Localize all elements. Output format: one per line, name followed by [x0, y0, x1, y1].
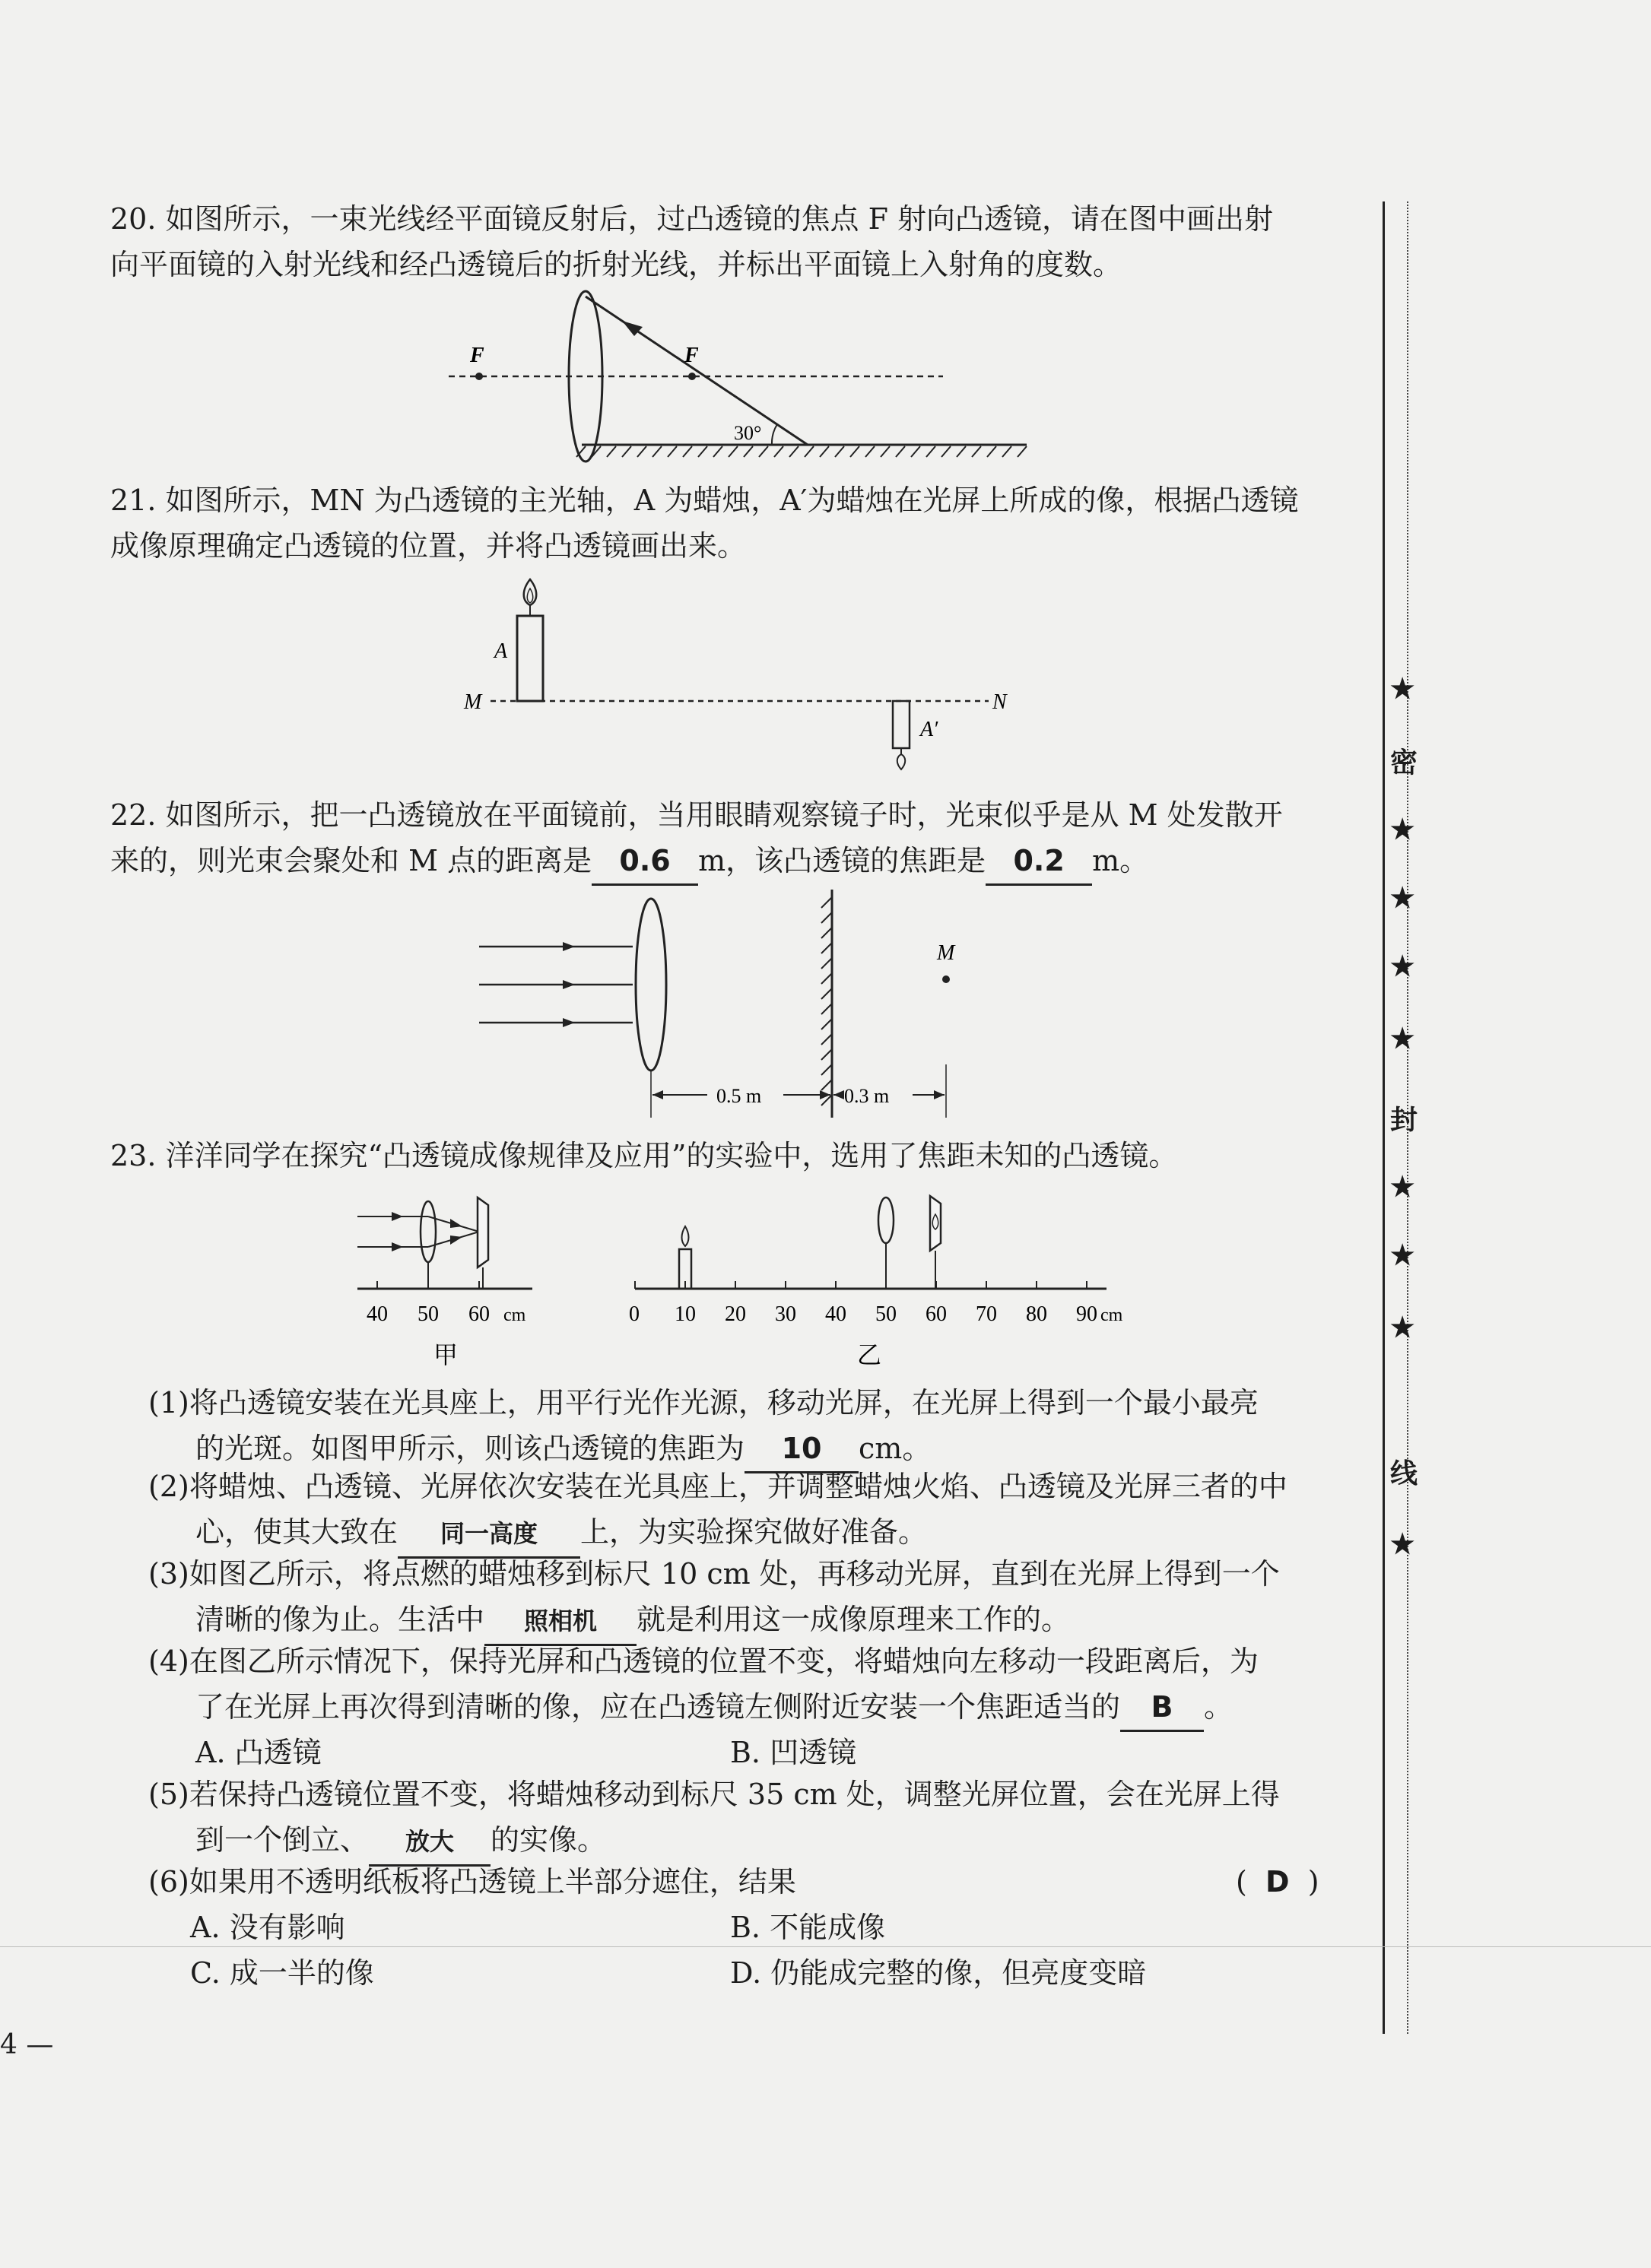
q20-text-line2: 向平面镜的入射光线和经凸透镜后的折射光线，并标出平面镜上入射角的度数。 — [110, 248, 1122, 281]
margin-star: ★ — [1390, 1023, 1415, 1055]
q20-focus-left-label: F — [470, 344, 484, 367]
q23-fig-b-tick-50: 50 — [875, 1302, 897, 1326]
q23-p6-paren-open: ( — [1236, 1865, 1247, 1898]
q22-answer-focal-length: 0.2 — [986, 838, 1092, 886]
q23-p4-answer: B — [1120, 1684, 1204, 1732]
q20-focus-right-label: F — [684, 344, 699, 367]
q20-figure — [426, 289, 1034, 471]
margin-star: ★ — [1390, 1312, 1415, 1343]
q22-text-b: m，该凸透镜的焦距是 — [698, 844, 986, 877]
q22-text-line2 — [110, 838, 1148, 886]
q23-fig-b-tick-60: 60 — [926, 1302, 947, 1326]
q23-p4-option-b: B. 凹透镜 — [730, 1736, 857, 1769]
margin-char-feng: 封 — [1390, 1104, 1418, 1136]
q23-fig-a-caption: 甲 — [433, 1341, 459, 1369]
q23-fig-b-tick-40: 40 — [825, 1302, 846, 1326]
margin-char-mi: 密 — [1390, 747, 1418, 779]
q23-p6-paren-close: ) — [1307, 1865, 1319, 1898]
margin-star: ★ — [1390, 1171, 1415, 1203]
q23-fig-a-unit: cm — [503, 1305, 526, 1325]
q23-fig-b-tick-80: 80 — [1026, 1302, 1047, 1326]
q23-fig-b-tick-10: 10 — [675, 1302, 696, 1326]
q23-p3-line1: (3)如图乙所示，将点燃的蜡烛移到标尺 10 cm 处，再移动光屏，直到在光屏上得到一个 — [148, 1557, 1280, 1591]
q22-text-a: 来的，则光束会聚处和 M 点的距离是 — [110, 844, 592, 877]
q23-fig-b-tick-0: 0 — [629, 1302, 640, 1326]
q22-answer-distance: 0.6 — [592, 838, 698, 886]
q23-p4-text: 了在光屏上再次得到清晰的像，应在凸透镜左侧附近安装一个焦距适当的 — [195, 1690, 1121, 1724]
q23-p6-option-c: C. 成一半的像 — [190, 1956, 374, 1990]
margin-star: ★ — [1390, 950, 1415, 982]
q23-p6-answer-box — [1236, 1859, 1319, 1905]
q21-axis-n-label: N — [992, 690, 1007, 714]
q23-fig-b-tick-70: 70 — [976, 1302, 997, 1326]
q23-p1-text: 的光斑。如图甲所示，则该凸透镜的焦距为 — [195, 1432, 745, 1465]
fold-line — [0, 1946, 1651, 1947]
q21-candle-label: A — [494, 639, 508, 663]
q23-p1-unit: cm。 — [859, 1432, 932, 1465]
q21-text-line1: 21. 如图所示，MN 为凸透镜的主光轴，A 为蜡烛，A′为蜡烛在光屏上所成的像，根据凸透镜 — [110, 484, 1299, 517]
q23-p1-line1: (1)将凸透镜安装在光具座上，用平行光作光源，移动光屏，在光屏上得到一个最小最亮 — [148, 1386, 1259, 1419]
page-number: 4 — — [0, 2029, 54, 2060]
q23-p5-text: 到一个倒立、 — [195, 1823, 370, 1857]
q23-p5-answer: 放大 — [369, 1819, 491, 1867]
q23-fig-b-caption: 乙 — [857, 1341, 882, 1369]
q23-p3-answer: 照相机 — [484, 1598, 637, 1646]
q23-fig-a-tick-60: 60 — [468, 1302, 490, 1326]
q22-distance-1-label: 0.5 m — [716, 1085, 762, 1107]
margin-char-xian: 线 — [1390, 1458, 1418, 1489]
q23-p5-line1: (5)若保持凸透镜位置不变，将蜡烛移动到标尺 35 cm 处，调整光屏位置，会在光屏上得 — [148, 1778, 1280, 1811]
q23-fig-a-tick-40: 40 — [367, 1302, 388, 1326]
margin-star: ★ — [1390, 1528, 1415, 1560]
q23-p2-text: 心，使其大致在 — [195, 1515, 398, 1549]
q23-p2-line1: (2)将蜡烛、凸透镜、光屏依次安装在光具座上，并调整蜡烛火焰、凸透镜及光屏三者的中 — [148, 1470, 1287, 1503]
q23-p6-option-b: B. 不能成像 — [730, 1911, 886, 1944]
q23-p6-option-a: A. 没有影响 — [190, 1911, 345, 1944]
q23-fig-b-unit: cm — [1100, 1305, 1123, 1325]
q23-p2-text-b: 上，为实验探究做好准备。 — [580, 1515, 928, 1549]
q22-point-m-label: M — [937, 941, 955, 965]
q23-p4-option-a: A. 凸透镜 — [195, 1736, 322, 1769]
q21-image-label: A′ — [920, 718, 938, 741]
q23-p6-line1: (6)如果用不透明纸板将凸透镜上半部分遮住，结果 — [148, 1865, 796, 1898]
q23-p3-text: 清晰的像为止。生活中 — [195, 1603, 485, 1636]
q21-axis-m-label: M — [464, 690, 482, 714]
q21-text-line2: 成像原理确定凸透镜的位置，并将凸透镜画出来。 — [110, 529, 747, 563]
q23-fig-b-tick-20: 20 — [725, 1302, 746, 1326]
q23-fig-a-tick-50: 50 — [418, 1302, 439, 1326]
q22-text-c: m。 — [1092, 844, 1149, 877]
margin-star: ★ — [1390, 673, 1415, 705]
q23-p4-line2 — [195, 1684, 1233, 1732]
q23-figure-a — [350, 1190, 563, 1372]
q21-figure — [456, 570, 1034, 783]
q23-fig-b-tick-30: 30 — [775, 1302, 796, 1326]
q22-text-line1: 22. 如图所示，把一凸透镜放在平面镜前，当用眼睛观察镜子时，光束似乎是从 M 处发散开 — [110, 798, 1283, 832]
q23-p5-text-b: 的实像。 — [491, 1823, 607, 1857]
q23-p2-answer: 同一高度 — [398, 1511, 580, 1559]
q23-p1-answer: 10 — [745, 1426, 859, 1473]
q23-p4-text-b: 。 — [1204, 1690, 1233, 1724]
q23-p3-text-b: 就是利用这一成像原理来工作的。 — [637, 1603, 1071, 1636]
q23-fig-b-tick-90: 90 — [1076, 1302, 1097, 1326]
q23-p6-answer: D — [1265, 1865, 1290, 1898]
q23-p6-option-d: D. 仍能成完整的像，但亮度变暗 — [730, 1956, 1147, 1990]
q20-text-line1: 20. 如图所示，一束光线经平面镜反射后，过凸透镜的焦点 F 射向凸透镜，请在图中画出射 — [110, 202, 1274, 236]
q23-p4-line1: (4)在图乙所示情况下，保持光屏和凸透镜的位置不变，将蜡烛向左移动一段距离后，为 — [148, 1645, 1259, 1678]
q23-text-line1: 23. 洋洋同学在探究“凸透镜成像规律及应用”的实验中，选用了焦距未知的凸透镜。 — [110, 1139, 1178, 1172]
binding-line-left — [1383, 201, 1385, 2034]
q22-distance-2-label: 0.3 m — [844, 1085, 890, 1107]
q22-figure — [456, 890, 989, 1133]
q23-figure-b — [620, 1190, 1145, 1372]
q20-angle-label: 30° — [734, 422, 762, 444]
margin-star: ★ — [1390, 814, 1415, 845]
margin-star: ★ — [1390, 1239, 1415, 1271]
margin-star: ★ — [1390, 882, 1415, 914]
